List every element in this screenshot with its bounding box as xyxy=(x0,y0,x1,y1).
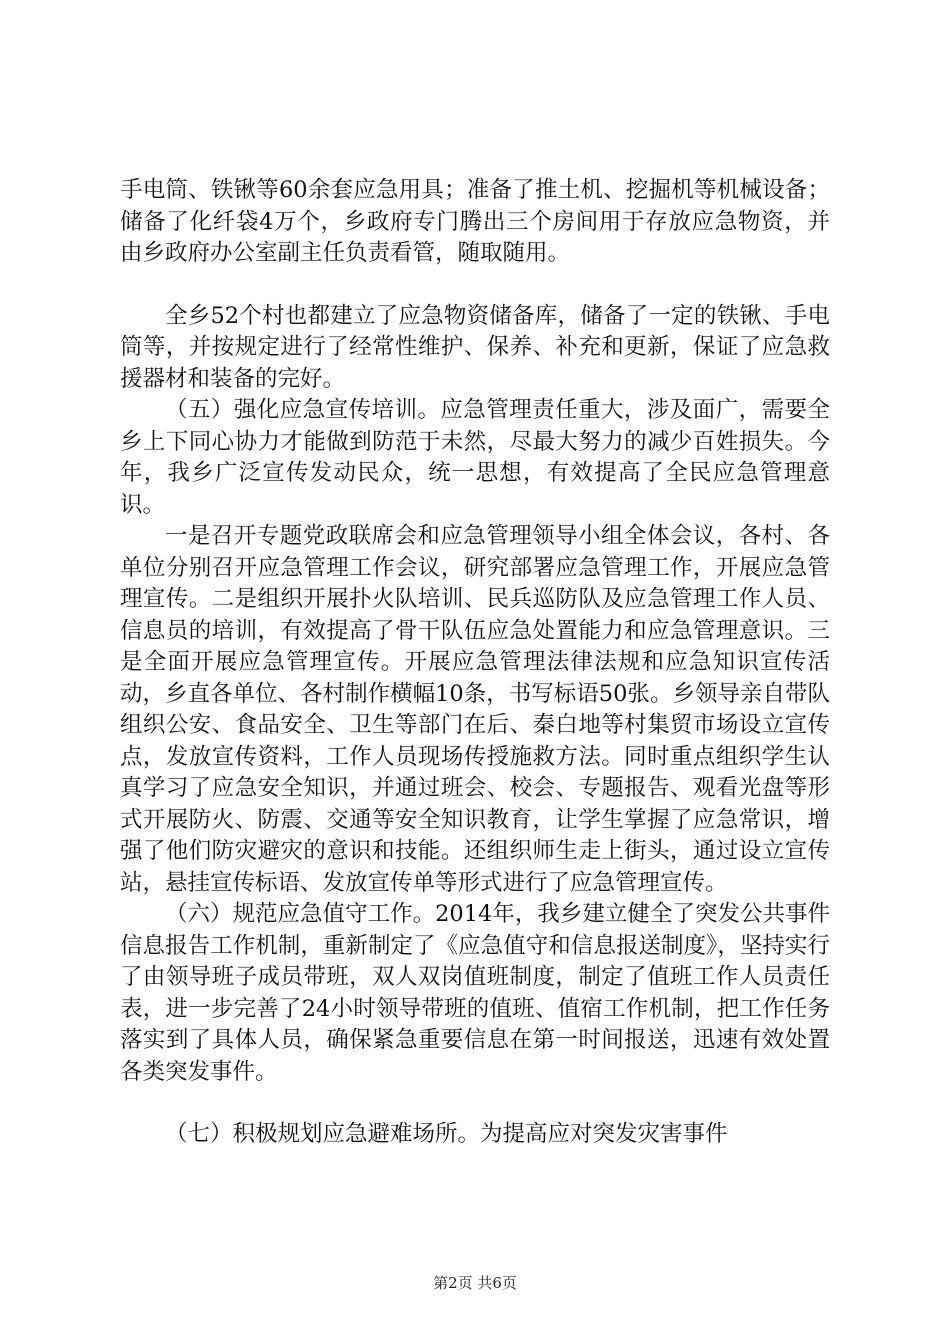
paragraph-6-section-seven: （七）积极规划应急避难场所。为提高应对突发灾害事件 xyxy=(165,1121,728,1147)
paragraph-4: 一是召开专题党政联席会和应急管理领导小组全体会议，各村、各单位分别召开应急管理工作会议，研究部署应急管理工作，开展应急管理宣传。二是组织开展扑火队培训、民兵巡防队及应急管理工作人员、信息员的培训，有效提高了骨干队伍应急处置能力和应急管理意识。三是全面开展应急管理宣传。开展应急管理法律法规和应急知识宣传活动，乡直各单位、各村制作横幅10条，书写标语50张。乡领导亲自带队组织公安、食品安全、卫生等部门在后、秦白地等村集贸市场设立宣传点，发放宣传资料，工作人员现场传授施救方法。同时重点组织学生认真学习了应急安全知识，并通过班会、校会、专题报告、观看光盘等形式开展防火、防震、交通等安全知识教育，让学生掌握了应急常识，增强了他们防灾避灾的意识和技能。还组织师生走上街头，通过设立宣传站，悬挂宣传标语、发放宣传单等形式进行了应急管理宣传。 xyxy=(120,523,830,896)
paragraph-2: 全乡52个村也都建立了应急物资储备库，储备了一定的铁锹、手电筒等，并按规定进行了经常性维护、保养、补充和更新，保证了应急救援器材和装备的完好。 xyxy=(120,302,830,392)
paragraph-3-section-five: （五）强化应急宣传培训。应急管理责任重大，涉及面广，需要全乡上下同心协力才能做到防范于未然，尽最大努力的减少百姓损失。今年，我乡广泛宣传发动民众，统一思想，有效提高了全民应急管理意识。 xyxy=(120,397,830,518)
document-body xyxy=(120,175,830,1151)
page-footer: 第2页 共6页 xyxy=(433,1274,517,1292)
paragraph-5-section-six: （六）规范应急值守工作。2014年，我乡建立健全了突发公共事件信息报告工作机制，重新制定了《应急值守和信息报送制度》，坚持实行了由领导班子成员带班，双人双岗值班制度，制定了值班工作人员责任表，进一步完善了24小时领导带班的值班、值宿工作机制，把工作任务落实到了具体人员，确保紧急重要信息在第一时间报送，迅速有效处置各类突发事件。 xyxy=(120,901,830,1085)
paragraph-1: 手电筒、铁锹等60余套应急用具；准备了推土机、挖掘机等机械设备；储备了化纤袋4万个，乡政府专门腾出三个房间用于存放应急物资，并由乡政府办公室副主任负责看管，随取随用。 xyxy=(120,177,830,266)
paragraph-spacer xyxy=(120,1088,830,1119)
paragraph-spacer xyxy=(120,270,830,301)
